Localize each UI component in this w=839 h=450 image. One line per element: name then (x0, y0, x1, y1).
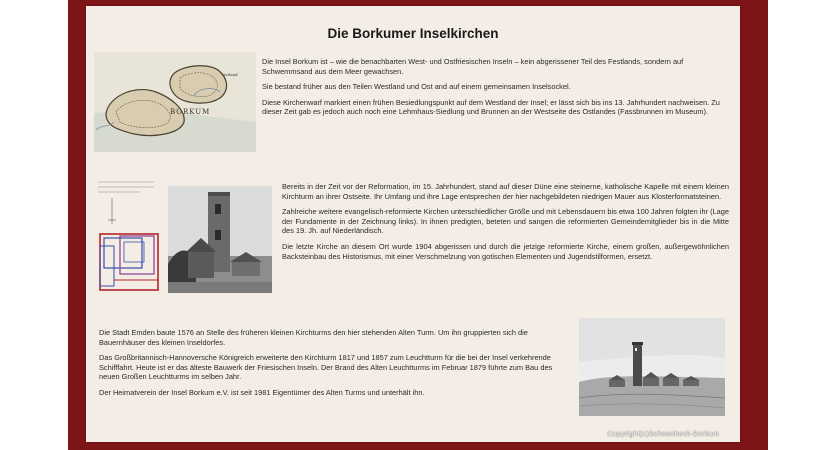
map-label: BORKUM (170, 108, 211, 116)
paragraph: Sie bestand früher aus den Teilen Westland und Ost and auf einem gemeinsamen Inselsockel. (262, 82, 571, 92)
paragraph: Die letzte Kirche an diesem Ort wurde 1904 abgerissen und durch die jetzige reformierte Kirche, einem großen, außergewöhnlichen Backsteinbau des Historismus, mit einer Verschmelzung von gotischen Elementen und Jugendstilformen, ersetzt. (282, 241, 729, 261)
section-1-text (262, 57, 732, 123)
church-foundation-plan (94, 176, 166, 294)
paragraph: Die Insel Borkum ist – wie die benachbarten West- und Ostfriesischen Inseln – kein abgerissener Teil des Festlands, sondern auf Schwemmsand aus dem Meer gewachsen. (262, 57, 684, 76)
paragraph: Diese Kirchenwarf markiert einen frühen Besiedlungspunkt auf dem Westland der Insel; er lässt sich bis ins 13. Jahrhundert nachweisen. Zu dieser Zeit gab es jedoch auch noch eine Lehmhaus-Siedlung und Brunnen an der Westseite des Ostlandes (Fassbrunnen im Museum). (262, 97, 720, 117)
old-tower-engraving (579, 318, 725, 416)
map-label-2: Ostland (222, 72, 238, 77)
page-title: Die Borkumer Inselkirchen (327, 26, 499, 41)
island-map-image (94, 52, 256, 152)
paragraph: Zahlreiche weitere evangelisch-reformierte Kirchen unterschiedlicher Größe und mit Lebensdauern bis etwa 100 Jahren folgten ihr (Lage der Fundamente in der Zeichnung links). In ihnen predigten, beteten und sangen die reformierten Gemeindemitglieder bis in die Mitte des 19. Jh. auf Niederländisch. (282, 207, 729, 236)
info-panel (86, 6, 740, 442)
paragraph: Der Heimatverein der Insel Borkum e.V. ist seit 1981 Eigentümer des Alten Turms und unterhält ihn. (99, 387, 425, 397)
paragraph: Das Großbritannisch-Hannoversche Königreich erweiterte den Kirchturm 1817 und 1857 zum Leuchtturm für die bei der Insel verkehrende Schifffahrt. Heute ist er das älteste Bauwerk der Friesischen Inseln. Der Brand des Alten Leuchtturms im Februar 1879 führte zum Bau des neuen Großen Leuchtturms im selben Jahr. (99, 353, 553, 382)
paragraph: Bereits in der Zeit vor der Reformation, im 15. Jahrhundert, stand auf dieser Düne eine steinerne, katholische Kapelle mit einem kleinen Kirchturm an ihrer Ostseite. Ihr Umfang und ihre Lage entsprechen der hier nachgebildeten niedrigen Mauer aus Klosterformatsteinen. (282, 182, 729, 201)
paragraph: Die Stadt Emden baute 1576 an Stelle des früheren kleinen Kirchturms den hier stehenden Alten Turm. Um ihn gruppierten sich die Bauernhäuser des kleinen Inseldorfes. (99, 328, 528, 347)
section-2-text (282, 182, 729, 267)
church-tower-photo (168, 186, 272, 293)
section-3-text (99, 328, 569, 404)
copyright-watermark: Copyright(c)Schoenbeck-Borkum (607, 431, 719, 438)
